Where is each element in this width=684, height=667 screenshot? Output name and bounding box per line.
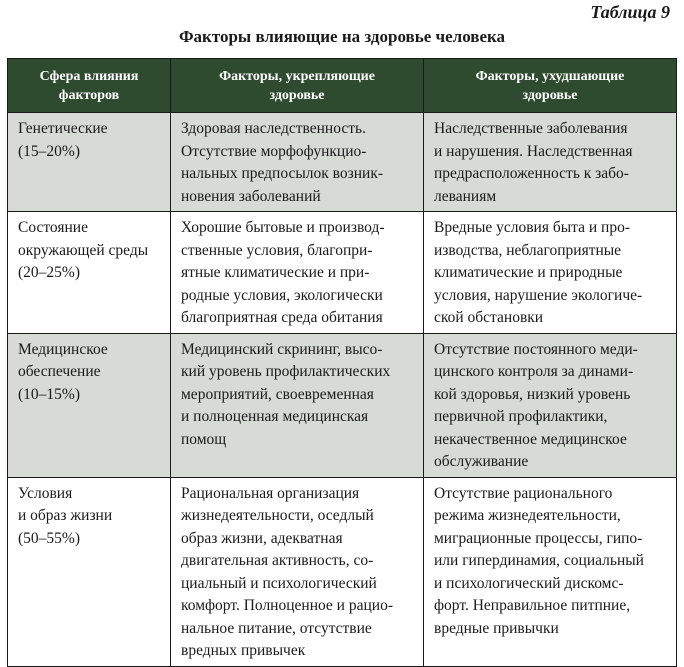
cell-line: родные условия, экологически [181, 286, 383, 304]
cell-line: первичной профилактики, [434, 408, 608, 425]
cell-line: Медицинское [18, 340, 108, 358]
cell-line: мероприятий, своевременная [181, 385, 374, 403]
cell-line: новения заболеваний [181, 187, 321, 205]
cell-line: жизнедеятельности, оседлый [181, 507, 374, 524]
cell-line: Здоровая наследственность. [181, 120, 366, 137]
cell-sphere [8, 477, 171, 666]
cell-line: комфорт. Полноценное и рацио- [181, 597, 393, 614]
cell-line: обслуживание [434, 453, 529, 470]
table-row-environment [8, 212, 677, 334]
table-row-lifestyle [8, 477, 677, 666]
cell-line: форт. Неправильное питпние, [434, 597, 631, 614]
cell-worsening [424, 212, 677, 334]
cell-line: ственные условия, благопри- [181, 241, 373, 259]
cell-strengthening [171, 212, 424, 334]
cell-line: предрасположенность к забо- [434, 165, 629, 182]
cell-line: цинского контроля за динами- [434, 363, 634, 380]
cell-line: вредные привычки [434, 619, 559, 637]
cell-line: режима жизнедеятельности, [434, 507, 621, 524]
cell-strengthening [171, 113, 424, 212]
cell-line: ятные климатические и при- [181, 264, 370, 281]
header-row [8, 59, 677, 113]
cell-line: обеспечение [18, 363, 101, 380]
cell-line: образ жизни, адекватная [181, 529, 343, 547]
cell-line: Состояние [18, 219, 88, 236]
cell-line: Отсутствие морфофункцио- [181, 142, 367, 160]
cell-worsening [424, 113, 677, 212]
table-row-medical [8, 333, 677, 477]
cell-line: и психологический дискомс- [434, 574, 624, 592]
cell-line: некачественное медицинское [434, 430, 627, 448]
cell-line: Хорошие бытовые и производ- [181, 219, 385, 236]
table-row-genetic [8, 113, 677, 212]
cell-line: двигательная активность, со- [181, 552, 374, 569]
cell-strengthening [171, 333, 424, 477]
cell-line: Условия [18, 484, 73, 502]
health-factors-table [7, 58, 677, 667]
header-line: Факторы, ухудшающие [475, 69, 625, 84]
cell-line: помощ [181, 430, 227, 448]
cell-line: Отсутствие постоянного меди- [434, 340, 638, 358]
cell-line: (15–20%) [18, 142, 80, 160]
cell-line: нальное питание, отсутствие [181, 619, 372, 637]
header-strengthening [171, 59, 424, 113]
cell-line: Вредные условия быта и про- [434, 219, 630, 236]
header-line: здоровье [269, 88, 325, 103]
header-sphere [8, 59, 171, 113]
cell-line: Медицинский скрининг, высо- [181, 340, 383, 358]
cell-worsening [424, 477, 677, 666]
header-line: Сфера влияния [39, 69, 139, 84]
cell-line: изводства, неблагоприятные [434, 241, 622, 259]
cell-line: климатические и природные [434, 264, 623, 281]
cell-line: кий уровень профилактических [181, 363, 391, 380]
header-worsening [424, 59, 677, 113]
cell-line: леваниям [434, 187, 497, 205]
header-line: здоровье [522, 88, 578, 103]
cell-line: кой здоровья, низкий уровень [434, 385, 631, 403]
cell-worsening [424, 333, 677, 477]
cell-line: (10–15%) [18, 385, 80, 403]
cell-sphere [8, 212, 171, 334]
cell-line: или гипердинамия, социальный [434, 552, 644, 569]
cell-line: и образ жизни [18, 507, 113, 524]
cell-line: вредных привычек [181, 642, 306, 659]
cell-line: и нарушения. Наследственная [434, 142, 633, 160]
cell-line: условия, нарушение экологиче- [434, 286, 643, 304]
cell-line: окружающей среды [18, 241, 149, 259]
cell-strengthening [171, 477, 424, 666]
cell-line: миграционные процессы, гипо- [434, 529, 643, 547]
cell-sphere [8, 113, 171, 212]
cell-line: (20–25%) [18, 264, 80, 281]
cell-line: Наследственные заболевания [434, 120, 628, 137]
cell-line: (50–55%) [18, 529, 80, 547]
header-line: факторов [58, 88, 120, 103]
cell-line: и полноценная медицинская [181, 408, 369, 425]
cell-line: нальных предпосылок возник- [181, 165, 384, 182]
cell-line: Генетические [18, 120, 108, 137]
table-caption: Факторы влияющие на здоровье человека [178, 27, 506, 46]
header-line: Факторы, укрепляющие [219, 69, 375, 84]
cell-line: Рациональная организация [181, 484, 360, 502]
cell-line: Отсутствие рационального [434, 484, 613, 502]
cell-line: ской обстановки [434, 309, 544, 326]
cell-line: благоприятная среда обитания [181, 309, 383, 326]
cell-sphere [8, 333, 171, 477]
cell-line: циальный и психологический [181, 574, 377, 592]
table-number: Таблица 9 [590, 2, 670, 22]
